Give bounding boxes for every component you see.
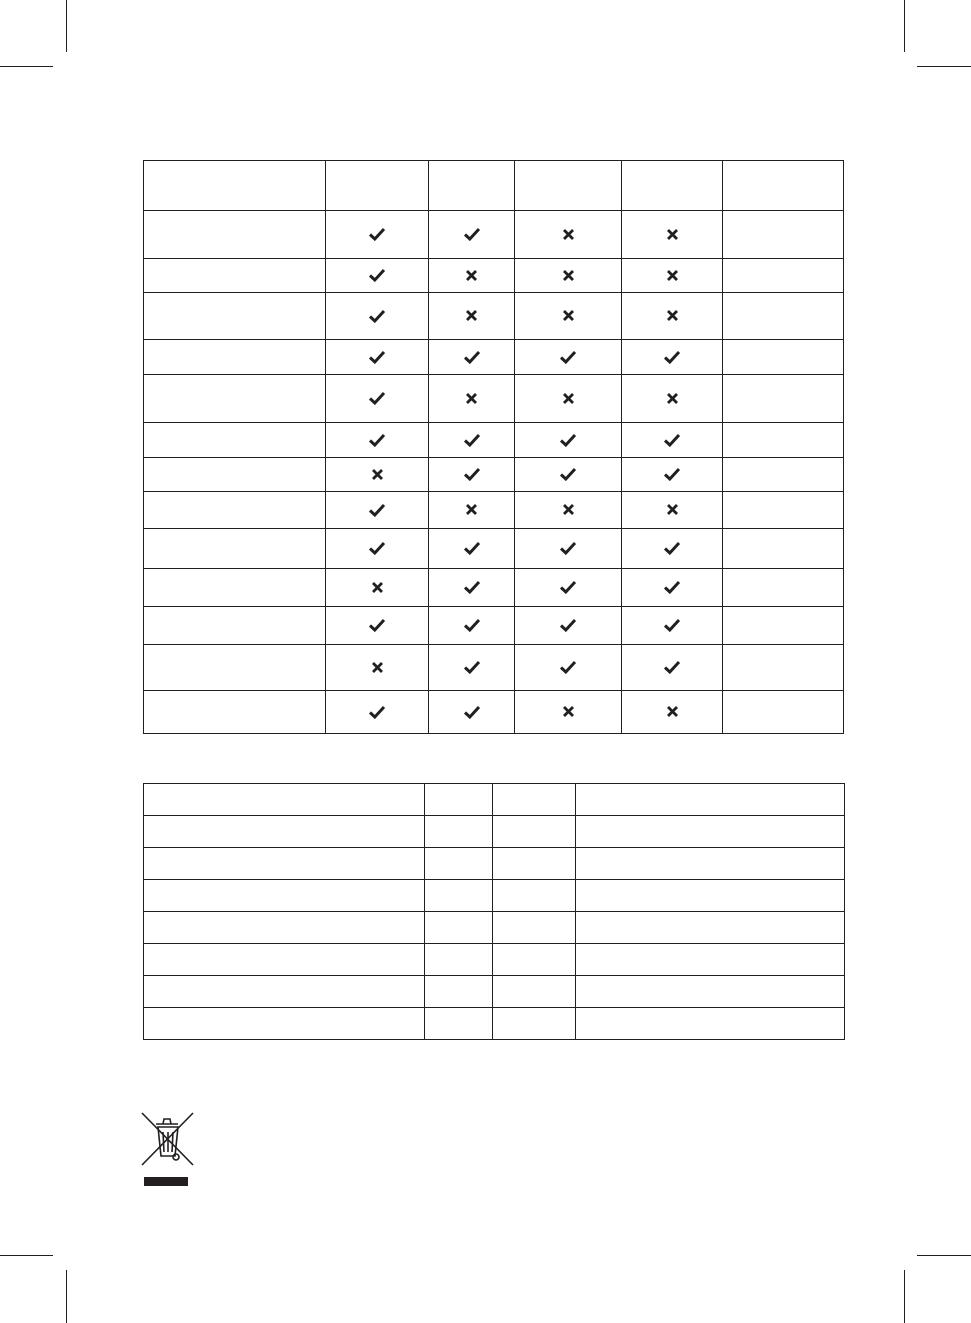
notes-cell <box>723 492 844 529</box>
cross-icon <box>465 503 478 516</box>
mark-cell <box>326 458 429 492</box>
check-icon <box>559 578 577 596</box>
header-cell <box>326 161 429 211</box>
check-icon <box>463 616 481 634</box>
cross-icon <box>371 581 384 594</box>
table-cell <box>425 784 493 816</box>
row-label-cell <box>144 375 326 423</box>
mark-cell <box>326 340 429 375</box>
check-icon <box>368 703 386 721</box>
table-row <box>144 211 844 259</box>
cross-icon <box>562 392 575 405</box>
table-cell <box>576 880 845 912</box>
table-cell <box>144 848 425 880</box>
mark-cell <box>515 569 622 607</box>
crop-mark <box>66 1270 67 1323</box>
check-icon <box>559 539 577 557</box>
cross-icon <box>465 309 478 322</box>
table-row <box>144 816 845 848</box>
compatibility-table <box>143 160 844 734</box>
cross-icon <box>666 392 679 405</box>
cross-icon <box>562 228 575 241</box>
mark-cell <box>622 645 723 691</box>
table-cell <box>425 880 493 912</box>
table-cell <box>144 816 425 848</box>
check-icon <box>663 616 681 634</box>
crop-mark <box>917 66 971 67</box>
mark-cell <box>515 645 622 691</box>
cross-icon <box>562 309 575 322</box>
mark-cell <box>622 691 723 734</box>
mark-cell <box>515 458 622 492</box>
mark-cell <box>622 607 723 645</box>
mark-cell <box>326 645 429 691</box>
mark-cell <box>326 259 429 293</box>
check-icon <box>368 539 386 557</box>
table-cell <box>425 944 493 976</box>
row-label-cell <box>144 492 326 529</box>
mark-cell <box>429 607 515 645</box>
row-label-cell <box>144 340 326 375</box>
row-label-cell <box>144 569 326 607</box>
check-icon <box>559 431 577 449</box>
table-row <box>144 259 844 293</box>
table-row <box>144 784 845 816</box>
mark-cell <box>515 529 622 569</box>
table-cell <box>576 784 845 816</box>
table-cell <box>425 912 493 944</box>
table-row <box>144 458 844 492</box>
cross-icon <box>666 228 679 241</box>
table-row <box>144 645 844 691</box>
mark-cell <box>429 340 515 375</box>
notes-cell <box>723 211 844 259</box>
table-cell <box>425 976 493 1008</box>
mark-cell <box>622 569 723 607</box>
mark-cell <box>622 492 723 529</box>
check-icon <box>663 658 681 676</box>
mark-cell <box>515 259 622 293</box>
table-cell <box>144 912 425 944</box>
cross-icon <box>666 503 679 516</box>
cross-icon <box>371 468 384 481</box>
table-row <box>144 912 845 944</box>
mark-cell <box>326 492 429 529</box>
table-row <box>144 880 845 912</box>
table-cell <box>425 816 493 848</box>
crossed-out-wheelie-bin-icon <box>139 1110 195 1190</box>
table-cell <box>576 816 845 848</box>
mark-cell <box>326 569 429 607</box>
notes-cell <box>723 293 844 340</box>
check-icon <box>463 703 481 721</box>
mark-cell <box>622 340 723 375</box>
row-label-cell <box>144 259 326 293</box>
row-label-cell <box>144 458 326 492</box>
check-icon <box>368 266 386 284</box>
check-icon <box>663 465 681 483</box>
table-row <box>144 492 844 529</box>
check-icon <box>463 539 481 557</box>
table-cell <box>576 848 845 880</box>
check-icon <box>368 389 386 407</box>
mark-cell <box>515 293 622 340</box>
table-cell <box>493 944 576 976</box>
mark-cell <box>515 340 622 375</box>
row-label-cell <box>144 691 326 734</box>
cross-icon <box>562 705 575 718</box>
mark-cell <box>429 569 515 607</box>
table-cell <box>144 976 425 1008</box>
cross-icon <box>666 269 679 282</box>
mark-cell <box>622 211 723 259</box>
crop-mark <box>904 0 905 52</box>
check-icon <box>663 348 681 366</box>
table-row <box>144 607 844 645</box>
mark-cell <box>429 375 515 423</box>
check-icon <box>559 348 577 366</box>
mark-cell <box>326 211 429 259</box>
check-icon <box>663 578 681 596</box>
crop-mark <box>0 66 53 67</box>
crop-mark <box>917 1255 971 1256</box>
check-icon <box>463 578 481 596</box>
mark-cell <box>515 423 622 458</box>
mark-cell <box>429 529 515 569</box>
mark-cell <box>326 293 429 340</box>
check-icon <box>368 616 386 634</box>
table-cell <box>576 944 845 976</box>
notes-cell <box>723 340 844 375</box>
mark-cell <box>326 529 429 569</box>
table-cell <box>144 880 425 912</box>
cross-icon <box>562 503 575 516</box>
table-cell <box>493 784 576 816</box>
table-row <box>144 423 844 458</box>
mark-cell <box>515 211 622 259</box>
crop-mark <box>0 1255 53 1256</box>
mark-cell <box>429 423 515 458</box>
table-row <box>144 569 844 607</box>
mark-cell <box>326 691 429 734</box>
row-label-cell <box>144 607 326 645</box>
specifications-table <box>143 783 845 1040</box>
mark-cell <box>515 607 622 645</box>
header-cell <box>515 161 622 211</box>
table-cell <box>493 880 576 912</box>
header-cell <box>622 161 723 211</box>
mark-cell <box>429 691 515 734</box>
table-row <box>144 1008 845 1040</box>
notes-cell <box>723 607 844 645</box>
check-icon <box>368 225 386 243</box>
mark-cell <box>515 492 622 529</box>
check-icon <box>368 431 386 449</box>
table-cell <box>425 848 493 880</box>
notes-cell <box>723 569 844 607</box>
mark-cell <box>622 293 723 340</box>
table-row <box>144 976 845 1008</box>
crop-mark <box>66 0 67 52</box>
notes-cell <box>723 423 844 458</box>
table-cell <box>493 1008 576 1040</box>
cross-icon <box>371 661 384 674</box>
cross-icon <box>666 705 679 718</box>
mark-cell <box>622 259 723 293</box>
notes-cell <box>723 691 844 734</box>
check-icon <box>559 658 577 676</box>
table-cell <box>576 912 845 944</box>
row-label-cell <box>144 293 326 340</box>
check-icon <box>559 465 577 483</box>
mark-cell <box>622 423 723 458</box>
mark-cell <box>429 211 515 259</box>
mark-cell <box>515 691 622 734</box>
cross-icon <box>465 269 478 282</box>
check-icon <box>463 465 481 483</box>
table-row <box>144 944 845 976</box>
check-icon <box>368 307 386 325</box>
mark-cell <box>622 458 723 492</box>
table-cell <box>425 1008 493 1040</box>
table-cell <box>576 1008 845 1040</box>
mark-cell <box>429 293 515 340</box>
row-label-cell <box>144 423 326 458</box>
mark-cell <box>326 607 429 645</box>
check-icon <box>463 658 481 676</box>
mark-cell <box>622 529 723 569</box>
mark-cell <box>515 375 622 423</box>
table-cell <box>493 912 576 944</box>
crop-mark <box>904 1270 905 1323</box>
check-icon <box>368 501 386 519</box>
table-cell <box>576 976 845 1008</box>
table-row <box>144 848 845 880</box>
check-icon <box>463 431 481 449</box>
mark-cell <box>326 423 429 458</box>
cross-icon <box>562 269 575 282</box>
mark-cell <box>429 259 515 293</box>
notes-cell <box>723 645 844 691</box>
mark-cell <box>326 375 429 423</box>
notes-cell <box>723 259 844 293</box>
check-icon <box>368 348 386 366</box>
table-cell <box>493 848 576 880</box>
notes-cell <box>723 458 844 492</box>
header-cell <box>723 161 844 211</box>
row-label-cell <box>144 645 326 691</box>
cross-icon <box>465 392 478 405</box>
table-row <box>144 375 844 423</box>
check-icon <box>463 225 481 243</box>
table-cell <box>493 816 576 848</box>
check-icon <box>663 431 681 449</box>
notes-cell <box>723 529 844 569</box>
table-cell <box>144 1008 425 1040</box>
table-row <box>144 293 844 340</box>
header-cell <box>144 161 326 211</box>
table-header-row <box>144 161 844 211</box>
table-row <box>144 340 844 375</box>
row-label-cell <box>144 529 326 569</box>
header-cell <box>429 161 515 211</box>
mark-cell <box>429 458 515 492</box>
mark-cell <box>429 492 515 529</box>
mark-cell <box>622 375 723 423</box>
check-icon <box>559 616 577 634</box>
table-cell <box>144 784 425 816</box>
table-row <box>144 691 844 734</box>
table-cell <box>493 976 576 1008</box>
check-icon <box>663 539 681 557</box>
notes-cell <box>723 375 844 423</box>
mark-cell <box>429 645 515 691</box>
table-cell <box>144 944 425 976</box>
row-label-cell <box>144 211 326 259</box>
table-row <box>144 529 844 569</box>
check-icon <box>463 348 481 366</box>
cross-icon <box>666 309 679 322</box>
